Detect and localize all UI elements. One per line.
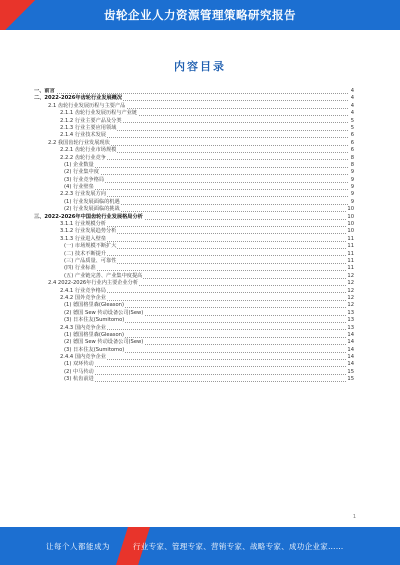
toc-entry-page: 10 — [347, 228, 354, 235]
toc-entry[interactable] — [34, 288, 354, 295]
report-title: 齿轮企业人力资源管理策略研究报告 — [104, 8, 296, 22]
toc-entry[interactable] — [34, 110, 354, 117]
toc-entry-page: 9 — [350, 176, 354, 183]
toc-entry-text: 2.1.3 行业主要应用领域 — [60, 124, 117, 131]
toc-entry[interactable] — [34, 155, 354, 162]
toc-entry-text: 2.4 2022-2026年行业内主要企业分析 — [48, 280, 139, 287]
toc-entry-page: 13 — [347, 317, 354, 324]
toc-entry-text: 2.1 齿轮行业发展历程与主要产品 — [48, 102, 126, 109]
toc-entry[interactable] — [34, 243, 354, 250]
toc-entry-page: 5 — [350, 124, 354, 131]
toc-entry[interactable] — [34, 169, 354, 176]
toc-entry-text: (1) 行业发展面临的机遇 — [64, 198, 120, 205]
toc-entry-text: 2.2.2 齿轮行业竞争 — [60, 154, 106, 161]
toc-entry-text: (2) 行业集中度 — [64, 169, 99, 176]
table-of-contents — [34, 88, 354, 510]
toc-entry-page: 11 — [347, 265, 354, 272]
toc-entry-text: (1) 双环传动 — [64, 361, 94, 368]
toc-entry-page: 11 — [347, 243, 354, 250]
toc-entry-page: 14 — [347, 346, 354, 353]
footer-slogan-right: 行业专家、管理专家、营销专家、战略专家、成功企业家…… — [133, 542, 344, 551]
toc-entry-text: 三、2022-2026年中国齿轮行业发展格局分析 — [34, 213, 143, 220]
toc-entry[interactable] — [34, 361, 354, 368]
toc-entry[interactable] — [34, 147, 354, 154]
toc-entry-page: 14 — [347, 331, 354, 338]
toc-entry-page: 13 — [347, 309, 354, 316]
toc-entry-text: (3) 日本住友(Sumitomo) — [64, 346, 125, 353]
toc-entry[interactable] — [34, 251, 354, 258]
toc-entry[interactable] — [34, 347, 354, 354]
toc-entry-page: 11 — [347, 250, 354, 257]
toc-entry-text: (3) 日本住友(Sumitomo) — [64, 317, 125, 324]
toc-entry-text: 3.1.2 行业发展趋势分析 — [60, 228, 117, 235]
toc-entry[interactable] — [34, 206, 354, 213]
toc-entry-text: (1) 德国格里森(Gleason) — [64, 302, 124, 309]
toc-entry-page: 8 — [350, 154, 354, 161]
toc-entry-page: 4 — [350, 102, 354, 109]
toc-entry-page: 6 — [350, 139, 354, 146]
toc-entry-text: 2.4.3 国内竞争企业 — [60, 324, 106, 331]
toc-entry-page: 9 — [350, 169, 354, 176]
toc-entry-page: 12 — [347, 280, 354, 287]
page-number: 1 — [352, 514, 356, 520]
toc-entry-text: (1) 德国格里森(Gleason) — [64, 331, 124, 338]
toc-entry-text: (三) 产品质量、可靠性 — [64, 257, 117, 264]
toc-entry[interactable] — [34, 132, 354, 139]
toc-entry-text: 2.2.1 齿轮行业市场规模 — [60, 147, 117, 154]
toc-leader-dots — [64, 366, 348, 367]
toc-entry-page: 12 — [347, 294, 354, 301]
toc-entry-page: 10 — [347, 221, 354, 228]
toc-entry-page: 14 — [347, 354, 354, 361]
toc-title: 内容目录 — [174, 60, 226, 73]
toc-entry-page: 15 — [347, 368, 354, 375]
toc-entry-text: 一、前言 — [34, 88, 55, 94]
toc-leader-dots — [64, 167, 348, 168]
toc-entry-text: (1) 企业数量 — [64, 161, 94, 168]
toc-entry-page: 12 — [347, 272, 354, 279]
toc-entry-page: 10 — [347, 206, 354, 213]
toc-entry-page: 9 — [350, 184, 354, 191]
toc-entry-text: 2.4.4 国内竞争企业 — [60, 354, 106, 361]
toc-entry[interactable] — [34, 317, 354, 324]
toc-entry-text: (五) 产业链完善、产业集中度提高 — [64, 272, 143, 279]
toc-entry-page: 11 — [347, 235, 354, 242]
toc-entry[interactable] — [34, 118, 354, 125]
toc-entry-text: (4) 行业壁垒 — [64, 184, 94, 191]
toc-entry-text: (四) 行业标准 — [64, 265, 96, 272]
toc-entry-text: 2.4.1 行业竞争格局 — [60, 287, 106, 294]
toc-entry[interactable] — [34, 339, 354, 346]
toc-entry-page: 9 — [350, 191, 354, 198]
toc-entry-page: 10 — [347, 213, 354, 220]
toc-entry-page: 13 — [347, 324, 354, 331]
toc-entry-page: 9 — [350, 198, 354, 205]
toc-entry-page: 12 — [347, 302, 354, 309]
toc-entry-text: 2.1.1 齿轮行业发展历程与产业链 — [60, 110, 138, 117]
toc-entry-page: 6 — [350, 147, 354, 154]
toc-entry-text: (3) 杭齿前进 — [64, 376, 94, 383]
toc-entry-text: (2) 德国 Sew 传动设备公司(Sew) — [64, 339, 144, 346]
toc-entry[interactable] — [34, 302, 354, 309]
toc-entry-text: (2) 德国 Sew 传动设备公司(Sew) — [64, 309, 144, 316]
toc-entry-text: (一) 市场规模不断扩大 — [64, 243, 117, 250]
header-bar — [0, 0, 400, 30]
toc-entry-text: (2) 行业发展面临的挑战 — [64, 206, 120, 213]
toc-entry[interactable] — [34, 265, 354, 272]
toc-entry-text: 2.1.2 行业主要产品及分类 — [60, 117, 122, 124]
toc-leader-dots — [64, 381, 348, 382]
toc-entry-text: (2) 中马传动 — [64, 368, 94, 375]
toc-entry[interactable] — [34, 191, 354, 198]
toc-entry-text: 3.1.1 行业规模分析 — [60, 221, 106, 228]
toc-entry-text: 3.1.3 行业进入壁垒 — [60, 235, 106, 242]
toc-entry-page: 12 — [347, 287, 354, 294]
toc-entry[interactable] — [34, 280, 354, 287]
toc-entry-text: (二) 技术不断提升 — [64, 250, 107, 257]
toc-entry[interactable] — [34, 228, 354, 235]
toc-entry-page: 8 — [350, 161, 354, 168]
toc-leader-dots — [64, 189, 348, 190]
toc-entry-page: 5 — [350, 117, 354, 124]
toc-entry-page: 11 — [347, 257, 354, 264]
toc-entry-page: 4 — [350, 95, 354, 102]
toc-leader-dots — [64, 174, 348, 175]
toc-entry-text: 2.4.2 国外竞争企业 — [60, 294, 106, 301]
toc-entry-text: 2.2.3 行业发展方向 — [60, 191, 106, 198]
toc-entry-text: 二、2022-2026年齿轮行业发展概况 — [34, 95, 123, 102]
footer-slogan-left: 让每个人都能成为 — [46, 542, 110, 551]
toc-leader-dots — [64, 182, 348, 183]
toc-entry[interactable] — [34, 376, 354, 383]
toc-entry[interactable] — [34, 310, 354, 317]
toc-entry-page: 14 — [347, 361, 354, 368]
toc-entry-page: 4 — [350, 110, 354, 117]
toc-entry[interactable] — [34, 214, 354, 221]
toc-entry-page: 4 — [350, 88, 354, 94]
toc-entry-text: 2.1.4 行业技术发展 — [60, 132, 106, 139]
toc-leader-dots — [34, 93, 348, 94]
toc-entry-text: 2.2 我国齿轮行业发展现状 — [48, 139, 110, 146]
toc-entry[interactable] — [34, 177, 354, 184]
toc-entry-text: (3) 行业竞争格局 — [64, 176, 105, 183]
toc-entry-page: 15 — [347, 376, 354, 383]
toc-entry-page: 6 — [350, 132, 354, 139]
toc-entry[interactable] — [34, 95, 354, 102]
toc-entry-page: 14 — [347, 339, 354, 346]
toc-leader-dots — [64, 374, 348, 375]
toc-leader-dots — [64, 270, 348, 271]
toc-entry[interactable] — [34, 325, 354, 332]
